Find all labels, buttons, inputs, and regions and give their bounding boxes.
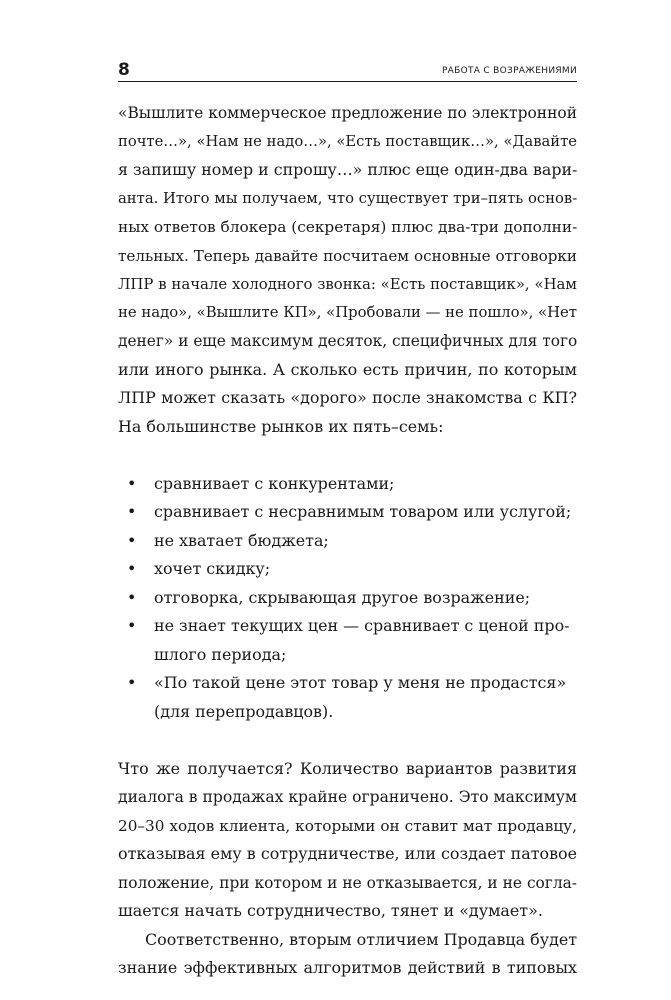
text-line: На большинстве рынков их пять–семь: bbox=[118, 416, 444, 436]
text-line: ЛПР в начале холодного звонка: «Есть поставщик», «Нам bbox=[118, 275, 577, 293]
bullet-icon: • bbox=[127, 559, 137, 578]
text-line: 20–30 ходов клиента, которыми он ставит мат продавцу, bbox=[118, 816, 577, 835]
list-item-text: не знает текущих цен — сравнивает с ценой про- bbox=[154, 616, 570, 635]
list-item-text: отговорка, скрывающая другое возражение; bbox=[154, 587, 531, 607]
text-line: «Вышлите коммерческое предложение по электронной bbox=[118, 104, 577, 122]
list-item-text: «По такой цене этот товар у меня не продастся» bbox=[154, 673, 567, 692]
list-item bbox=[118, 470, 577, 499]
paragraph-2 bbox=[118, 755, 577, 926]
spacer bbox=[118, 726, 577, 755]
list-item bbox=[118, 669, 577, 726]
list-item-text: не хватает бюджета; bbox=[154, 530, 329, 550]
text-line: ных ответов блокера (секретаря) плюс два-три дополни- bbox=[118, 218, 578, 236]
paragraph-1 bbox=[118, 99, 577, 441]
text-line: или иного рынка. А сколько есть причин, по которым bbox=[118, 359, 577, 379]
list-item-text: шлого периода; bbox=[154, 644, 287, 664]
text-line: почте…», «Нам не надо…», «Есть поставщик…», «Давайте bbox=[118, 132, 577, 150]
header-rule bbox=[118, 81, 577, 82]
bullet-icon: • bbox=[127, 587, 137, 607]
text-line: знание эффективных алгоритмов действий в типовых bbox=[118, 958, 577, 977]
text-line: шается начать сотрудничество, тянет и «думает». bbox=[118, 901, 543, 920]
list-item bbox=[118, 584, 577, 613]
list-item bbox=[118, 498, 577, 527]
text-line: Что же получается? Количество вариантов развития bbox=[118, 758, 577, 778]
text-line: я запишу номер и спрошу…» плюс еще один-два вари- bbox=[118, 160, 578, 179]
bullet-icon: • bbox=[127, 502, 137, 521]
paragraph-3 bbox=[118, 926, 577, 983]
text-line: денег» и еще максимум десяток, специфичных для того bbox=[118, 332, 578, 350]
list-item-text: сравнивает с конкурентами; bbox=[154, 473, 395, 493]
text-line: Соответственно, вторым отличием Продавца будет bbox=[145, 929, 578, 949]
list-item bbox=[118, 527, 577, 556]
list-item bbox=[118, 612, 577, 669]
text-line: диалога в продажах крайне ограничено. Это максимум bbox=[118, 788, 577, 806]
list-item-text: сравнивает с несравнимым товаром или услугой; bbox=[154, 502, 572, 521]
text-line: ЛПР может сказать «дорого» после знакомства с КП? bbox=[118, 388, 577, 407]
bullet-icon: • bbox=[127, 616, 137, 635]
text-line: анта. Итого мы получаем, что существует три–пять основ- bbox=[118, 189, 578, 207]
spacer bbox=[118, 441, 577, 470]
bullet-icon: • bbox=[127, 530, 137, 550]
section-title: РАБОТА С ВОЗРАЖЕНИЯМИ bbox=[441, 66, 577, 76]
text-line: не надо», «Вышлите КП», «Пробовали — не пошло», «Нет bbox=[118, 303, 577, 321]
list-item-text: хочет скидку; bbox=[154, 559, 271, 578]
list-item-text: (для перепродавцов). bbox=[154, 701, 334, 721]
list-item bbox=[118, 555, 577, 584]
text-line: тельных. Теперь давайте посчитаем основные отговорки bbox=[118, 246, 577, 265]
page-number: 8 bbox=[118, 60, 130, 80]
bullet-icon: • bbox=[127, 673, 137, 692]
book-page bbox=[118, 0, 577, 1000]
bullet-icon: • bbox=[127, 473, 137, 493]
text-line: отказывая ему в сотрудничестве, или создает патовое bbox=[118, 844, 577, 863]
running-head bbox=[118, 60, 577, 84]
reasons-list bbox=[118, 470, 577, 727]
text-line: положение, при котором и не отказывается, и не согла- bbox=[118, 873, 577, 892]
body-text bbox=[118, 99, 577, 983]
